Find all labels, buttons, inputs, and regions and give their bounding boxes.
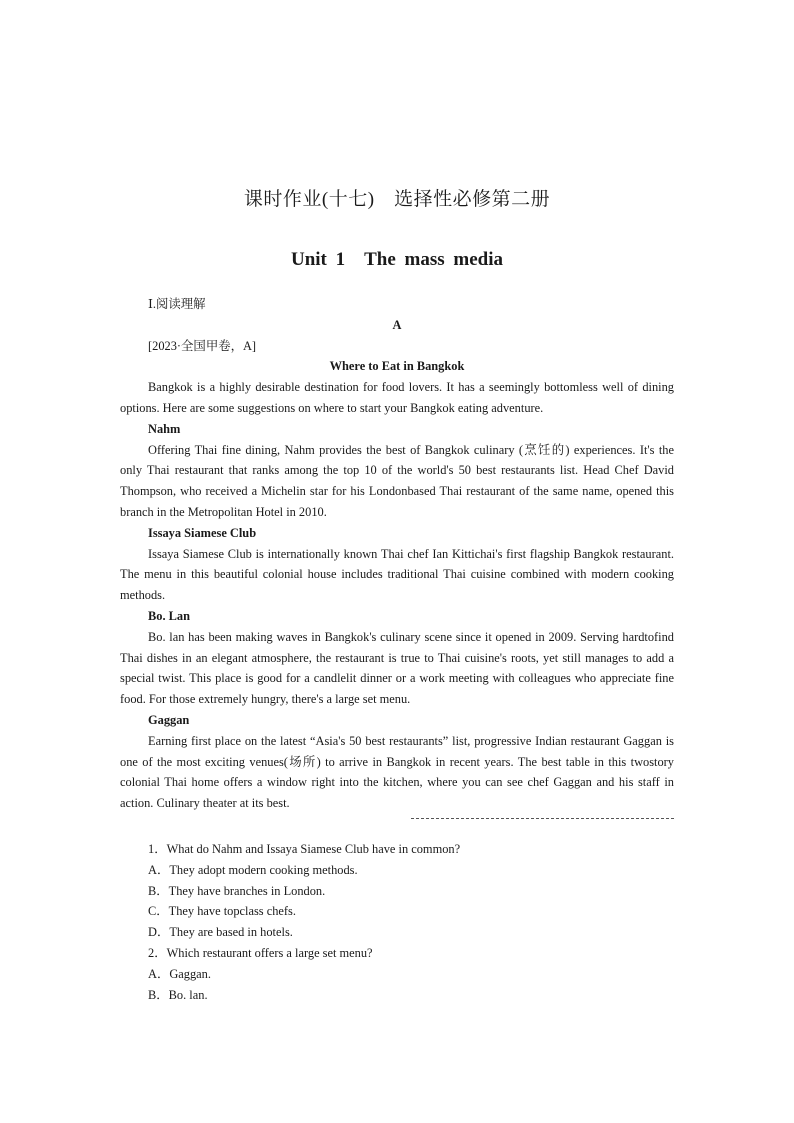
reading-section [120, 294, 674, 1005]
answer-option: D．They are based in hotels. [148, 925, 293, 940]
question-stem: 1．What do Nahm and Issaya Siamese Club have in common? [148, 841, 461, 856]
part-label: A [392, 317, 402, 332]
restaurant-description: Offering Thai fine dining, Nahm provides the best of Bangkok culinary (烹饪的) experiences. It's the only Thai restaurant that ranks among the top 10 of the world's 50 best restaurants list. Head Chef David Thompson, who received a Michelin star for his Londonbased Thai restaurant of the same name, opened this branch in the Metropolitan Hotel in 2010. [120, 442, 674, 519]
answer-option: B．Bo. lan. [148, 987, 208, 1002]
intro-paragraph: Bangkok is a highly desirable destination for food lovers. It has a seemingly bottomless well of dining options. Here are some suggestions on where to start your Bangkok eating adventure. [120, 380, 674, 415]
source-label: [2023·全国甲卷，A] [148, 338, 257, 353]
answer-option: A．Gaggan. [148, 966, 211, 981]
restaurant-description: Issaya Siamese Club is internationally known Thai chef Ian Kittichai's first flagship Bangkok restaurant. The menu in this beautiful colonial house includes traditional Thai cuisine combined with modern cooking methods. [120, 546, 674, 603]
restaurant-name: Nahm [148, 421, 181, 436]
page-title-cn: 课时作业(十七) 选择性必修第二册 [243, 189, 551, 210]
answer-option: B．They have branches in London. [148, 883, 326, 898]
restaurant-name: Bo. Lan [148, 608, 191, 623]
answer-option: C．They have topclass chefs. [148, 904, 296, 919]
separator-line [411, 818, 674, 839]
restaurant-name: Issaya Siamese Club [148, 525, 257, 540]
restaurant-description: Bo. lan has been making waves in Bangkok's culinary scene since it opened in 2009. Serving hardtofind Thai dishes in an elegant atmosphere, the restaurant is true to Thai cuisine's roots, yet still manages to add a special twist. This place is good for a candlelit dinner or a work meeting with colleagues who appreciate fine food. For those extremely hungry, there's a large set menu. [120, 629, 674, 707]
question-stem: 2．Which restaurant offers a large set menu? [148, 945, 373, 960]
page-title-en: Unit 1 The mass media [290, 249, 504, 270]
restaurant-description: Earning first place on the latest “Asia's 50 best restaurants” list, progressive Indian restaurant Gaggan is one of the most exciting venues(场所) to arrive in Bangkok in recent years. The best table in this twostory colonial Thai home offers a window right into the kitchen, where you can see chef Gaggan and his staff in action. Culinary theater at its best. [120, 733, 674, 811]
section-label: Ⅰ.阅读理解 [148, 297, 206, 311]
answer-option: A．They adopt modern cooking methods. [148, 862, 358, 877]
article-title: Where to Eat in Bangkok [329, 359, 465, 374]
restaurant-name: Gaggan [148, 712, 190, 727]
